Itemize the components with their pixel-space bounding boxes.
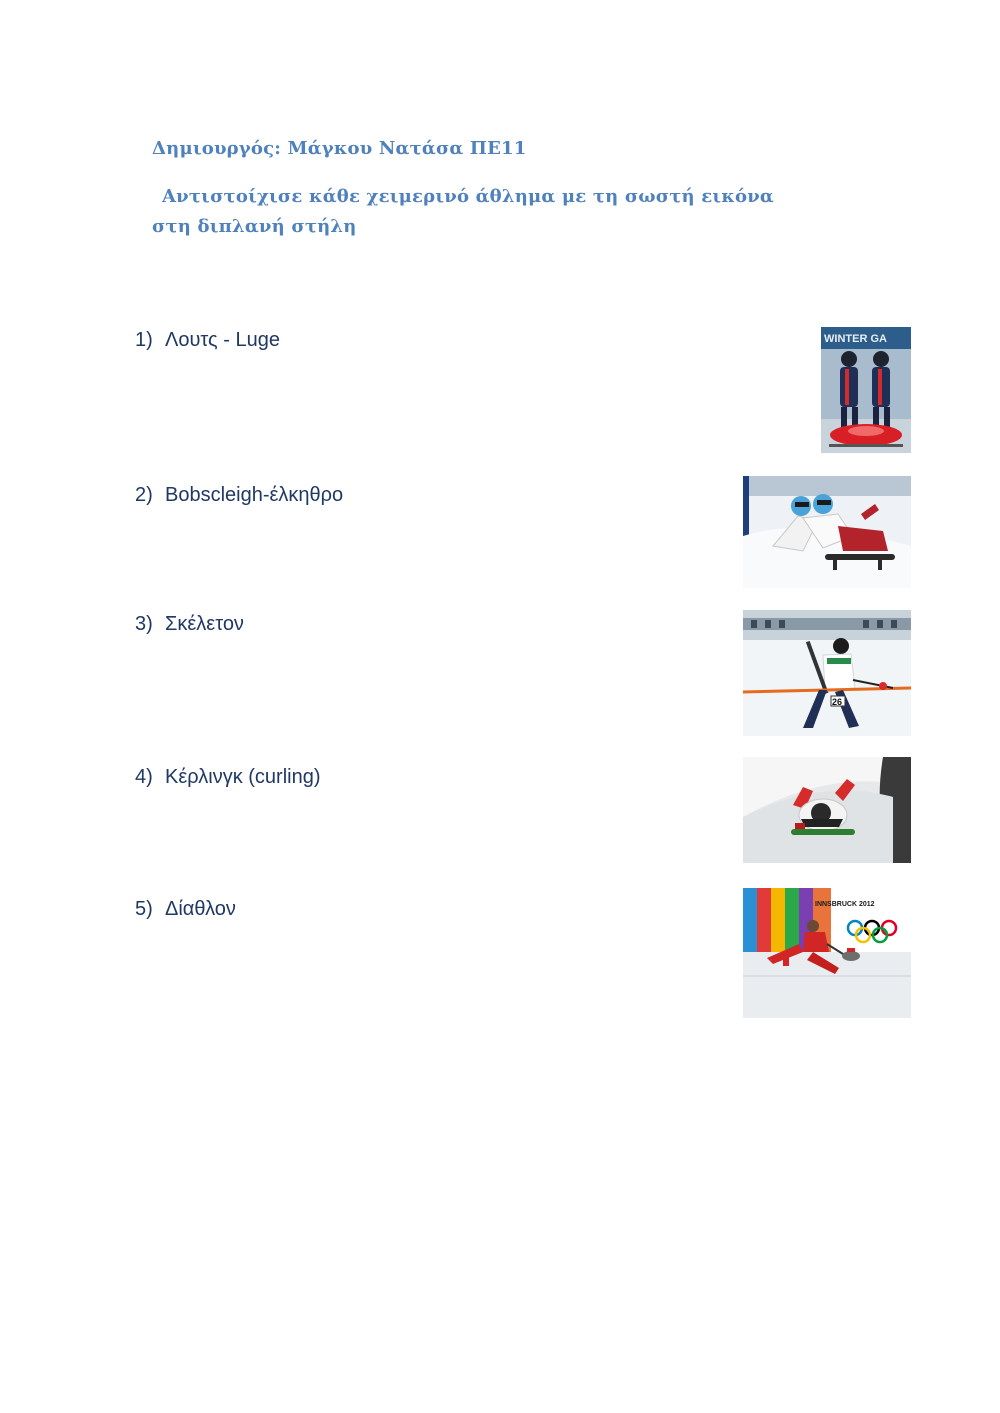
list-item-2 xyxy=(135,484,343,507)
banner-text: INNSBRUCK 2012 xyxy=(815,901,875,908)
item-label: Σκέλετον xyxy=(165,613,244,635)
item-number: 1) xyxy=(135,329,153,351)
curling-photo[interactable] xyxy=(743,888,911,1018)
list-item-4 xyxy=(135,766,321,789)
bib-number: 26 xyxy=(832,697,843,707)
item-label: Λουτς - Luge xyxy=(165,329,280,351)
skeleton-photo[interactable] xyxy=(743,757,911,863)
biathlon-photo[interactable] xyxy=(743,610,911,736)
item-number: 4) xyxy=(135,766,153,788)
item-number: 2) xyxy=(135,484,153,506)
bobsleigh-photo[interactable] xyxy=(821,327,911,453)
item-label: Δίαθλον xyxy=(165,898,236,920)
luge-photo[interactable] xyxy=(743,476,911,588)
author-line: Δημιουργός: Μάγκου Νατάσα ΠΕ11 xyxy=(152,138,527,159)
list-item-1 xyxy=(135,329,280,352)
item-label: Κέρλινγκ (curling) xyxy=(165,766,321,788)
item-number: 5) xyxy=(135,898,153,920)
banner-text: WINTER GA xyxy=(824,333,887,345)
item-number: 3) xyxy=(135,613,153,635)
item-label: Bobscleigh-έλκηθρο xyxy=(165,484,344,506)
list-item-5 xyxy=(135,898,236,921)
instructions-text: Αντιστοίχισε κάθε χειμερινό άθλημα με τη σωστή εικόνα στη διπλανή στήλη xyxy=(152,186,774,237)
list-item-3 xyxy=(135,613,244,636)
